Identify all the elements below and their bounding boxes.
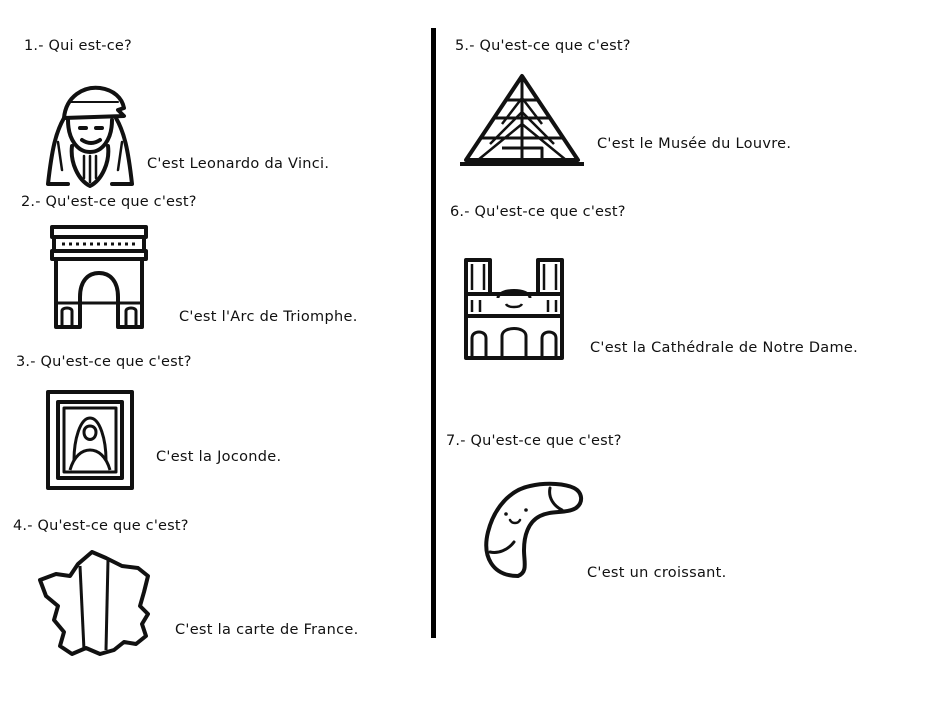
question-3: 3.- Qu'est-ce que c'est? [16,354,192,370]
question-5: 5.- Qu'est-ce que c'est? [455,38,631,54]
mona-lisa-icon [44,390,136,492]
question-1: 1.- Qui est-ce? [24,38,132,54]
answer-7: C'est un croissant. [587,565,727,581]
question-2: 2.- Qu'est-ce que c'est? [21,194,197,210]
question-4: 4.- Qu'est-ce que c'est? [13,518,189,534]
answer-6: C'est la Cathédrale de Notre Dame. [590,340,859,356]
croissant-icon [478,480,588,580]
notre-dame-icon [462,254,566,362]
column-divider [431,28,436,638]
answer-2: C'est l'Arc de Triomphe. [179,309,358,325]
question-6: 6.- Qu'est-ce que c'est? [450,204,626,220]
arc-de-triomphe-icon [48,225,150,329]
answer-1: C'est Leonardo da Vinci. [147,156,330,172]
answer-5: C'est le Musée du Louvre. [597,136,792,152]
question-7: 7.- Qu'est-ce que c'est? [446,433,622,449]
france-map-icon [36,550,154,660]
answer-4: C'est la carte de France. [175,622,359,638]
louvre-pyramid-icon [458,72,586,170]
leonardo-da-vinci-icon [38,82,142,188]
answer-3: C'est la Joconde. [156,449,282,465]
